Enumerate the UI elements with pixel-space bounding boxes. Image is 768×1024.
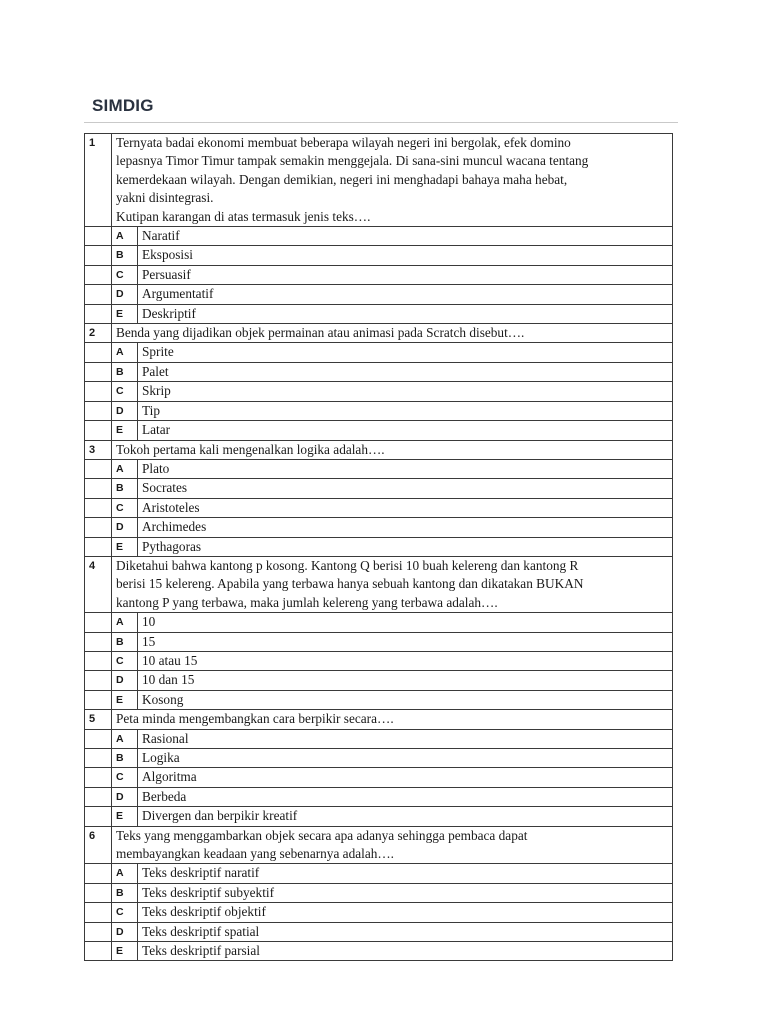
option-letter: C	[112, 382, 138, 401]
option-text: Plato	[138, 459, 673, 478]
option-row[interactable]	[85, 942, 673, 961]
option-text: Aristoteles	[138, 498, 673, 517]
option-spacer-cell	[85, 613, 112, 632]
option-text: Argumentatif	[138, 285, 673, 304]
option-text: Divergen dan berpikir kreatif	[138, 807, 673, 826]
option-row[interactable]	[85, 883, 673, 902]
option-row[interactable]	[85, 864, 673, 883]
option-spacer-cell	[85, 749, 112, 768]
option-row[interactable]	[85, 903, 673, 922]
option-text: Palet	[138, 362, 673, 381]
option-text: Deskriptif	[138, 304, 673, 323]
option-spacer-cell	[85, 479, 112, 498]
option-spacer-cell	[85, 632, 112, 651]
question-number: 5	[85, 710, 112, 729]
question-text	[112, 324, 673, 343]
option-letter: E	[112, 537, 138, 556]
question-text-line: yakni disintegrasi.	[116, 190, 214, 206]
option-spacer-cell	[85, 807, 112, 826]
option-letter: D	[112, 787, 138, 806]
option-text: Eksposisi	[138, 246, 673, 265]
option-text: Logika	[138, 749, 673, 768]
option-text: Socrates	[138, 479, 673, 498]
option-letter: B	[112, 883, 138, 902]
option-spacer-cell	[85, 768, 112, 787]
option-spacer-cell	[85, 265, 112, 284]
question-text-line: lepasnya Timor Timur tampak semakin menggejala. Di sana-sini muncul wacana tentang	[116, 153, 589, 169]
option-row[interactable]	[85, 304, 673, 323]
option-letter: A	[112, 459, 138, 478]
option-text: Teks deskriptif naratif	[138, 864, 673, 883]
option-text: Naratif	[138, 227, 673, 246]
option-text: Tip	[138, 401, 673, 420]
option-text: Teks deskriptif spatial	[138, 922, 673, 941]
question-text-line: Tokoh pertama kali mengenalkan logika adalah….	[116, 441, 385, 457]
option-letter: C	[112, 265, 138, 284]
quiz-table-body	[85, 134, 673, 961]
question-text-line: membayangkan keadaan yang sebenarnya adalah….	[116, 846, 395, 862]
document-title: SIMDIG	[92, 96, 154, 115]
option-text: Rasional	[138, 729, 673, 748]
option-row[interactable]	[85, 285, 673, 304]
question-text	[112, 556, 673, 612]
option-letter: D	[112, 922, 138, 941]
question-number: 6	[85, 826, 112, 864]
option-letter: B	[112, 246, 138, 265]
option-spacer-cell	[85, 690, 112, 709]
option-row[interactable]	[85, 651, 673, 670]
question-number: 1	[85, 134, 112, 227]
option-letter: E	[112, 421, 138, 440]
option-row[interactable]	[85, 401, 673, 420]
option-spacer-cell	[85, 922, 112, 941]
question-text-line: kantong P yang terbawa, maka jumlah kelereng yang terbawa adalah….	[116, 594, 498, 610]
option-letter: E	[112, 304, 138, 323]
option-row[interactable]	[85, 421, 673, 440]
question-text-line: Ternyata badai ekonomi membuat beberapa wilayah negeri ini bergolak, efek domino	[116, 135, 571, 150]
option-text: 10 atau 15	[138, 651, 673, 670]
option-letter: D	[112, 285, 138, 304]
option-row[interactable]	[85, 382, 673, 401]
question-row	[85, 556, 673, 612]
question-row	[85, 440, 673, 459]
option-text: 10 dan 15	[138, 671, 673, 690]
option-row[interactable]	[85, 922, 673, 941]
option-letter: A	[112, 613, 138, 632]
option-row[interactable]	[85, 613, 673, 632]
option-letter: B	[112, 632, 138, 651]
option-letter: A	[112, 227, 138, 246]
option-row[interactable]	[85, 787, 673, 806]
option-row[interactable]	[85, 690, 673, 709]
option-letter: D	[112, 518, 138, 537]
option-text: Kosong	[138, 690, 673, 709]
option-letter: E	[112, 807, 138, 826]
option-text: 15	[138, 632, 673, 651]
option-spacer-cell	[85, 246, 112, 265]
option-spacer-cell	[85, 285, 112, 304]
option-letter: C	[112, 651, 138, 670]
question-number: 2	[85, 324, 112, 343]
question-number: 4	[85, 556, 112, 612]
option-row[interactable]	[85, 227, 673, 246]
option-letter: D	[112, 401, 138, 420]
option-letter: A	[112, 343, 138, 362]
option-text: Persuasif	[138, 265, 673, 284]
option-spacer-cell	[85, 537, 112, 556]
option-letter: D	[112, 671, 138, 690]
option-row[interactable]	[85, 343, 673, 362]
option-spacer-cell	[85, 498, 112, 517]
option-text: Teks deskriptif objektif	[138, 903, 673, 922]
option-spacer-cell	[85, 382, 112, 401]
option-spacer-cell	[85, 227, 112, 246]
option-row[interactable]	[85, 362, 673, 381]
option-letter: B	[112, 749, 138, 768]
option-letter: B	[112, 479, 138, 498]
question-row	[85, 710, 673, 729]
option-spacer-cell	[85, 864, 112, 883]
option-row[interactable]	[85, 671, 673, 690]
option-spacer-cell	[85, 518, 112, 537]
option-letter: B	[112, 362, 138, 381]
option-row[interactable]	[85, 749, 673, 768]
option-spacer-cell	[85, 362, 112, 381]
option-row[interactable]	[85, 265, 673, 284]
title-underline	[84, 122, 678, 123]
option-text: Sprite	[138, 343, 673, 362]
question-text	[112, 710, 673, 729]
question-text-line: kemerdekaan wilayah. Dengan demikian, negeri ini menghadapi bahaya maha hebat,	[116, 171, 568, 187]
option-row[interactable]	[85, 807, 673, 826]
option-text: 10	[138, 613, 673, 632]
option-letter: C	[112, 768, 138, 787]
question-number: 3	[85, 440, 112, 459]
option-row[interactable]	[85, 632, 673, 651]
option-text: Archimedes	[138, 518, 673, 537]
option-spacer-cell	[85, 903, 112, 922]
option-text: Skrip	[138, 382, 673, 401]
option-letter: C	[112, 498, 138, 517]
option-spacer-cell	[85, 459, 112, 478]
option-text: Pythagoras	[138, 537, 673, 556]
option-text: Teks deskriptif parsial	[138, 942, 673, 961]
question-row	[85, 134, 673, 227]
option-spacer-cell	[85, 729, 112, 748]
option-text: Algoritma	[138, 768, 673, 787]
option-letter: A	[112, 864, 138, 883]
option-letter: E	[112, 942, 138, 961]
option-row[interactable]	[85, 518, 673, 537]
question-text	[112, 826, 673, 864]
question-text-line: Kutipan karangan di atas termasuk jenis teks….	[116, 208, 371, 224]
option-text: Berbeda	[138, 787, 673, 806]
option-spacer-cell	[85, 787, 112, 806]
question-text-line: Diketahui bahwa kantong p kosong. Kantong Q berisi 10 buah kelereng dan kantong R	[116, 557, 579, 573]
option-row[interactable]	[85, 729, 673, 748]
option-letter: E	[112, 690, 138, 709]
question-text-line: berisi 15 kelereng. Apabila yang terbawa hanya sebuah kantong dan dikatakan BUKAN	[116, 576, 584, 592]
option-letter: C	[112, 903, 138, 922]
option-spacer-cell	[85, 401, 112, 420]
option-row[interactable]	[85, 537, 673, 556]
option-spacer-cell	[85, 651, 112, 670]
option-spacer-cell	[85, 304, 112, 323]
option-spacer-cell	[85, 343, 112, 362]
option-text: Teks deskriptif subyektif	[138, 883, 673, 902]
option-row[interactable]	[85, 459, 673, 478]
option-row[interactable]	[85, 768, 673, 787]
question-row	[85, 324, 673, 343]
option-spacer-cell	[85, 671, 112, 690]
option-text: Latar	[138, 421, 673, 440]
question-text-line: Peta minda mengembangkan cara berpikir secara….	[116, 711, 394, 727]
option-row[interactable]	[85, 479, 673, 498]
question-text-line: Benda yang dijadikan objek permainan atau animasi pada Scratch disebut….	[116, 325, 525, 341]
option-row[interactable]	[85, 498, 673, 517]
option-letter: A	[112, 729, 138, 748]
option-row[interactable]	[85, 246, 673, 265]
question-text	[112, 440, 673, 459]
option-spacer-cell	[85, 883, 112, 902]
quiz-table	[84, 133, 673, 961]
question-text-line: Teks yang menggambarkan objek secara apa adanya sehingga pembaca dapat	[116, 827, 528, 843]
option-spacer-cell	[85, 421, 112, 440]
question-text	[112, 134, 673, 227]
question-row	[85, 826, 673, 864]
option-spacer-cell	[85, 942, 112, 961]
